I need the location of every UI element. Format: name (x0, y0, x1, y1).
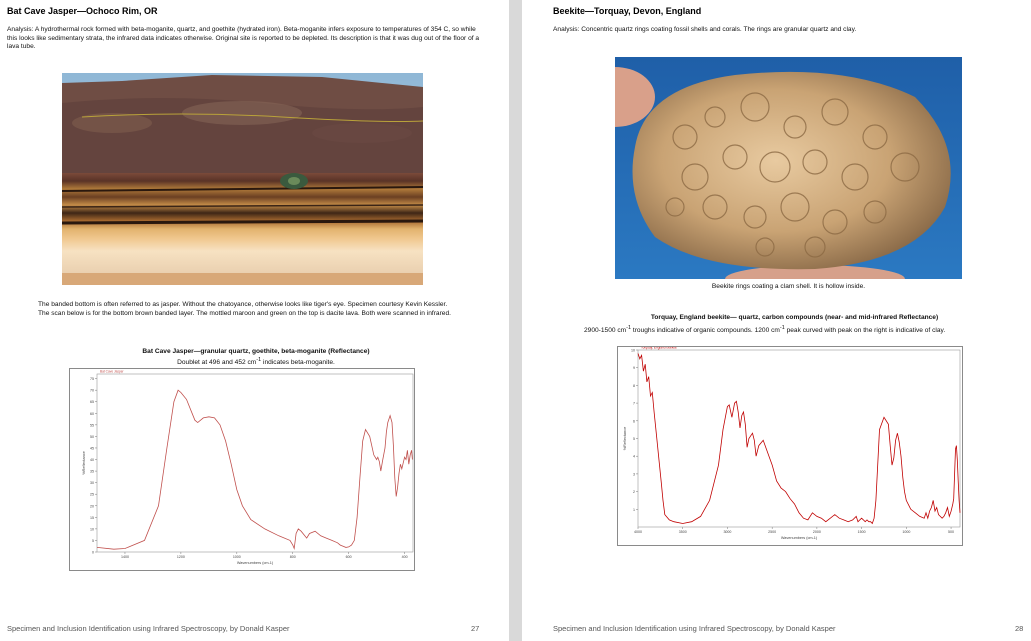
page-title: Beekite—Torquay, Devon, England (553, 6, 702, 16)
series-line (97, 390, 412, 549)
bat-cave-spectrum-chart (69, 368, 415, 571)
x-tick-label: 1400 (120, 555, 129, 559)
bat-cave-jasper-photo (62, 73, 423, 285)
chart-note-text-end: peak curved with peak on the right is indicative of clay. (784, 327, 946, 335)
y-tick-label: 10 (631, 348, 635, 353)
page-footer: Specimen and Inclusion Identification using Infrared Spectroscopy, by Donald Kasper (7, 624, 290, 633)
page-footer: Specimen and Inclusion Identification using Infrared Spectroscopy, by Donald Kasper (553, 624, 836, 633)
y-axis-label: %Reflectance (623, 426, 627, 451)
y-tick-label: 10 (90, 527, 94, 532)
chart-note-sup: -1 (626, 325, 632, 331)
x-tick-label: 1000 (232, 555, 241, 559)
beekite-photo (615, 57, 962, 279)
x-tick-label: 2500 (768, 530, 777, 534)
chart-note-sup-2: -1 (779, 325, 785, 331)
bat-cave-spectrum-svg (70, 369, 414, 570)
chart-title: Bat Cave Jasper—granular quartz, goethite, beta-moganite (Reflectance) (142, 348, 370, 355)
y-tick-label: 30 (90, 481, 94, 486)
chart-note-text: 2900-1500 cm (584, 327, 627, 335)
y-tick-label: 40 (90, 458, 94, 463)
y-tick-label: 70 (90, 388, 94, 393)
photo-caption: Beekite rings coating a clam shell. It is hollow inside. (711, 283, 866, 290)
y-tick-label: 20 (90, 504, 94, 509)
description-text: The banded bottom is often referred to as jasper. Without the chatoyance, otherwise looks like tiger's eye. Specimen courtesy Kevin Kessler. The scan below is for the bottom brown banded layer. The mottled maroon and green on the top is dacite lava. Both were scanned in infrared. (38, 301, 451, 317)
y-tick-label: 3 (633, 472, 635, 477)
x-tick-label: 3000 (723, 530, 732, 534)
chart-note (584, 324, 1004, 336)
y-tick-label: 45 (90, 446, 94, 451)
x-axis-label: Wavenumbers (cm-1) (236, 561, 274, 565)
page-number: 28 (1015, 624, 1024, 633)
page-number: 27 (471, 624, 480, 633)
legend-entry: Torquay, England beekite (641, 347, 677, 350)
x-tick-label: 1000 (902, 530, 911, 534)
x-tick-label: 400 (401, 555, 408, 559)
chart-title: Torquay, England beekite— quartz, carbon compounds (near- and mid-infrared Reflectance) (650, 314, 939, 321)
y-tick-label: 6 (633, 419, 635, 424)
x-tick-label: 1200 (176, 555, 185, 559)
y-tick-label: 65 (90, 400, 94, 405)
analysis-text: Analysis: A hydrothermal rock formed with beta-moganite, quartz, and goethite (hydrated iron). Beta-moganite infers exposure to temperatures of 354 C, so while this looks like sedimentary strata, the infrared data indicates otherwise. Original site is reported to be depleted. Its description is that it was dug out of the floor of a lava tube. (7, 26, 480, 51)
chart-subtitle-text: Doublet at 496 and 452 cm (177, 359, 257, 367)
chart-note-text-mid: troughs indicative of organic compounds. 1200 cm (631, 327, 780, 335)
x-tick-label: 1500 (857, 530, 866, 534)
chart-subtitle (60, 357, 452, 366)
y-axis-label: %Reflectance (82, 451, 86, 475)
x-tick-label: 2000 (812, 530, 821, 534)
y-tick-label: 0 (92, 550, 94, 555)
page-gutter (509, 0, 522, 641)
x-tick-label: 600 (345, 555, 352, 559)
page-title: Bat Cave Jasper—Ochoco Rim, OR (7, 6, 158, 16)
y-tick-label: 7 (633, 401, 635, 406)
y-tick-label: 50 (90, 434, 94, 439)
x-tick-label: 3500 (678, 530, 687, 534)
x-tick-label: 800 (289, 555, 296, 559)
y-tick-label: 1 (633, 507, 635, 512)
y-tick-label: 4 (633, 454, 635, 459)
y-tick-label: 5 (633, 437, 635, 441)
y-tick-label: 25 (90, 492, 94, 497)
chart-subtitle-sup: -1 (256, 357, 262, 363)
y-tick-label: 8 (633, 383, 635, 388)
plot-frame (97, 374, 413, 552)
y-tick-label: 2 (633, 490, 635, 495)
x-tick-label: 4000 (634, 530, 642, 534)
y-tick-label: 60 (90, 411, 94, 416)
chart-subtitle-text-end: indicates beta-moganite. (261, 359, 335, 367)
beekite-spectrum-svg (618, 347, 962, 545)
x-tick-label: 500 (948, 530, 955, 534)
y-tick-label: 55 (90, 423, 94, 428)
y-tick-label: 35 (90, 469, 94, 474)
series-line (638, 354, 960, 524)
page-27 (0, 0, 509, 641)
y-tick-label: 5 (92, 538, 94, 543)
y-tick-label: 15 (90, 515, 94, 520)
plot-frame (638, 350, 960, 527)
x-axis-label: Wavenumbers (cm-1) (780, 536, 818, 540)
y-tick-label: 9 (633, 366, 635, 371)
page-28 (522, 0, 1031, 641)
y-tick-label: 75 (90, 377, 94, 382)
legend-entry: Bat Cave Jasper (100, 369, 124, 374)
beekite-spectrum-chart (617, 346, 963, 546)
analysis-text: Analysis: Concentric quartz rings coating fossil shells and corals. The rings are granular quartz and clay. (553, 26, 857, 33)
